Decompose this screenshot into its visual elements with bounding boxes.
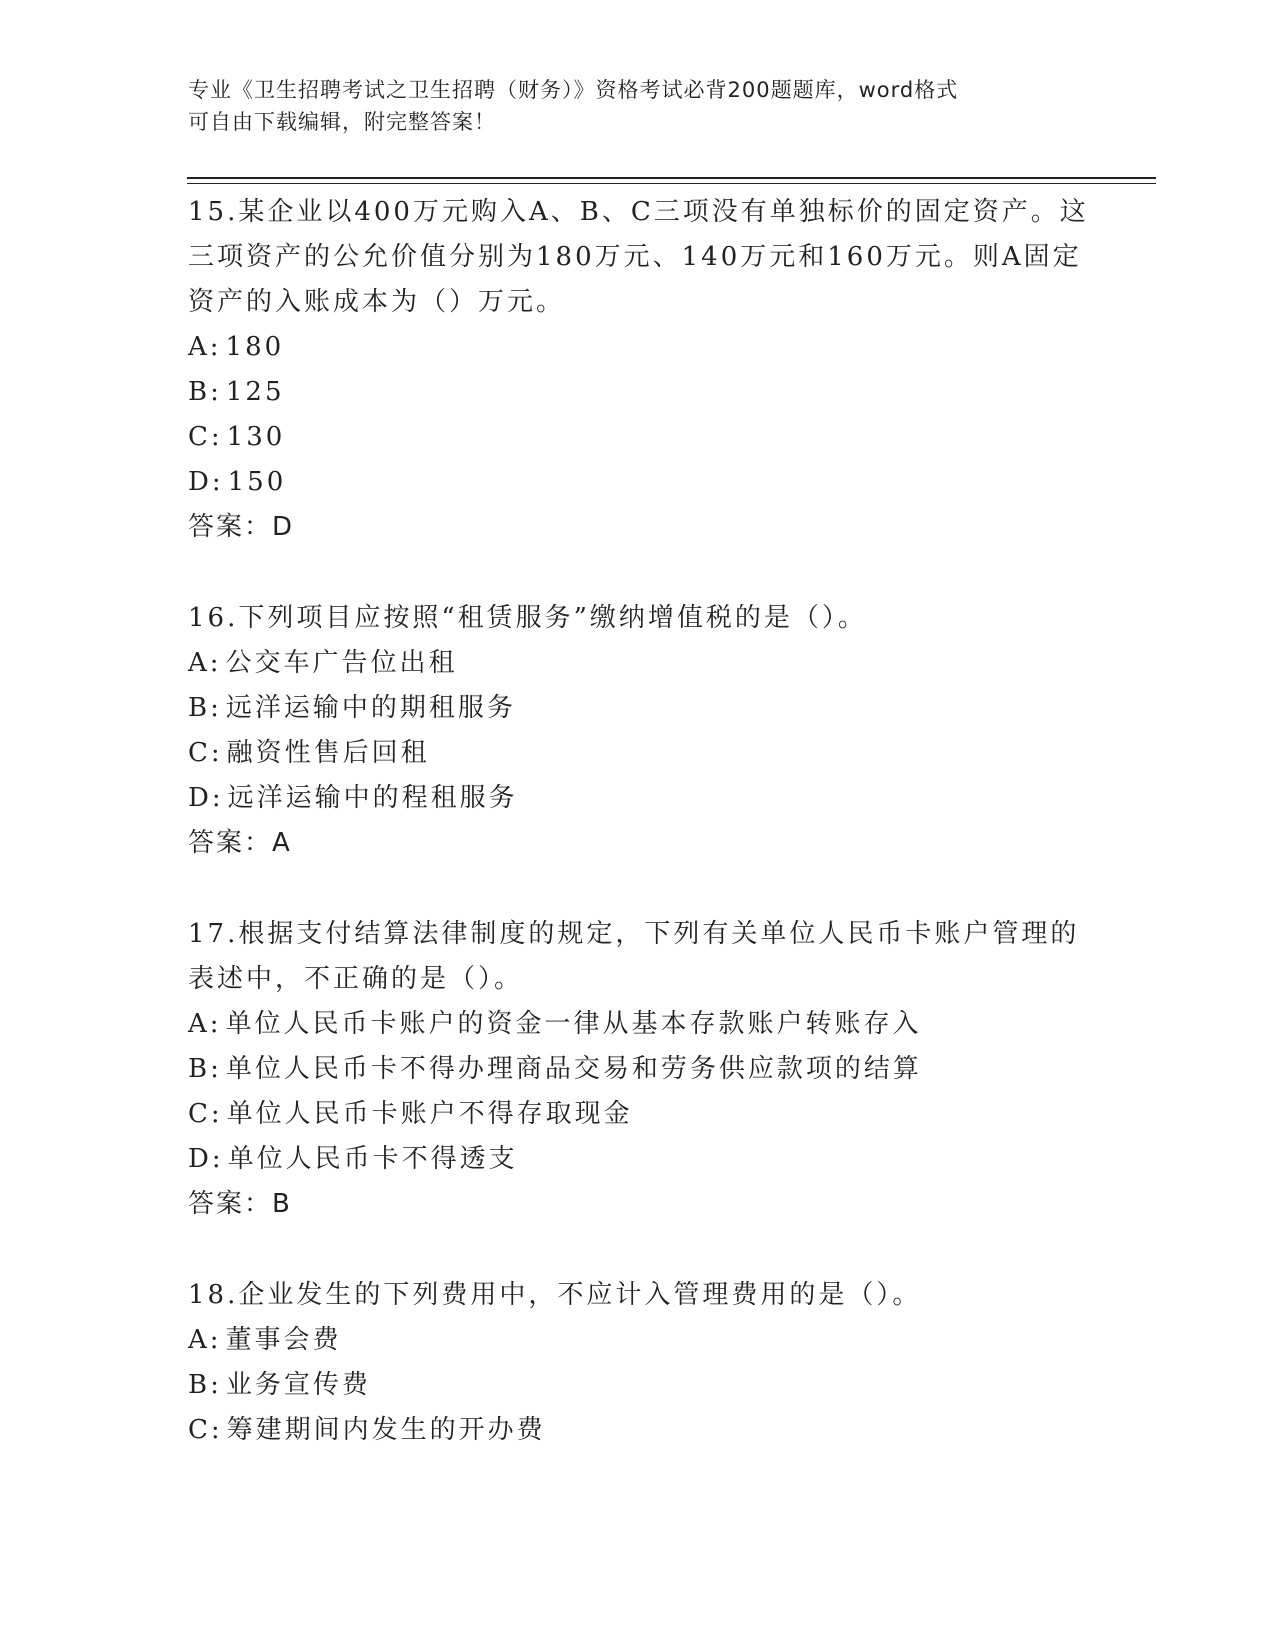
option-d (188, 776, 1088, 821)
option-letter: C: (188, 422, 223, 452)
answer-line: 答案：B (188, 1189, 292, 1219)
option-c (188, 415, 1088, 460)
option-text: 单位人民币卡不得透支 (227, 1144, 518, 1174)
option-c (188, 1092, 1088, 1137)
option-text: 130 (226, 422, 286, 452)
option-text: 筹建期间内发生的开办费 (226, 1415, 546, 1445)
option-text: 业务宣传费 (225, 1370, 371, 1400)
answer-line: 答案：A (188, 828, 292, 858)
option-letter: C: (188, 1415, 223, 1445)
option-b (188, 686, 1088, 731)
question-text-line: 三项资产的公允价值分别为180万元、140万元和160万元。则A固定 (188, 242, 1082, 272)
option-c (188, 1408, 1088, 1453)
option-text: 公交车广告位出租 (225, 648, 458, 678)
header-line-2: 可自由下载编辑，附完整答案！ (188, 110, 496, 134)
question-list (188, 190, 1088, 1499)
option-letter: B: (188, 1370, 222, 1400)
question-text-line: 17.根据支付结算法律制度的规定，下列有关单位人民币卡账户管理的 (188, 919, 1080, 949)
option-d (188, 460, 1088, 505)
option-b (188, 370, 1088, 415)
option-c (188, 731, 1088, 776)
option-b (188, 1363, 1088, 1408)
option-letter: A: (188, 1325, 222, 1355)
answer-line: 答案：D (188, 512, 295, 542)
option-text: 董事会费 (225, 1325, 342, 1355)
option-letter: A: (188, 1009, 222, 1039)
header-divider-thin (187, 183, 1156, 184)
question-15 (188, 190, 1088, 550)
question-text-line: 18.企业发生的下列费用中，不应计入管理费用的是（）。 (188, 1280, 922, 1310)
question-text-line: 16.下列项目应按照“租赁服务”缴纳增值税的是（）。 (188, 603, 867, 633)
header-divider-thick (187, 177, 1156, 179)
question-16 (188, 596, 1088, 866)
document-header (188, 74, 1068, 138)
option-a (188, 641, 1088, 686)
option-letter: B: (188, 377, 222, 407)
question-text-line: 资产的入账成本为（）万元。 (188, 287, 566, 317)
option-letter: D: (188, 1144, 224, 1174)
option-text: 单位人民币卡不得办理商品交易和劳务供应款项的结算 (225, 1054, 922, 1084)
option-letter: D: (188, 783, 224, 813)
option-text: 180 (225, 332, 285, 362)
option-letter: C: (188, 1099, 223, 1129)
option-a (188, 1002, 1088, 1047)
header-line-1: 专业《卫生招聘考试之卫生招聘（财务）》资格考试必背200题题库，word格式 (188, 78, 959, 102)
option-text: 远洋运输中的程租服务 (227, 783, 518, 813)
option-letter: A: (188, 332, 222, 362)
option-text: 单位人民币卡账户不得存取现金 (226, 1099, 633, 1129)
option-letter: C: (188, 738, 223, 768)
option-letter: B: (188, 1054, 222, 1084)
option-letter: D: (188, 467, 224, 497)
option-letter: B: (188, 693, 222, 723)
option-text: 融资性售后回租 (226, 738, 430, 768)
question-18 (188, 1273, 1088, 1453)
option-text: 单位人民币卡账户的资金一律从基本存款账户转账存入 (225, 1009, 922, 1039)
question-text-line: 15.某企业以400万元购入A、B、C三项没有单独标价的固定资产。这 (188, 197, 1089, 227)
option-text: 125 (225, 377, 285, 407)
question-17 (188, 912, 1088, 1227)
option-letter: A: (188, 648, 222, 678)
question-text-line: 表述中，不正确的是（）。 (188, 964, 524, 994)
option-a (188, 325, 1088, 370)
option-a (188, 1318, 1088, 1363)
option-text: 远洋运输中的期租服务 (225, 693, 516, 723)
option-text: 150 (227, 467, 287, 497)
option-d (188, 1137, 1088, 1182)
option-b (188, 1047, 1088, 1092)
